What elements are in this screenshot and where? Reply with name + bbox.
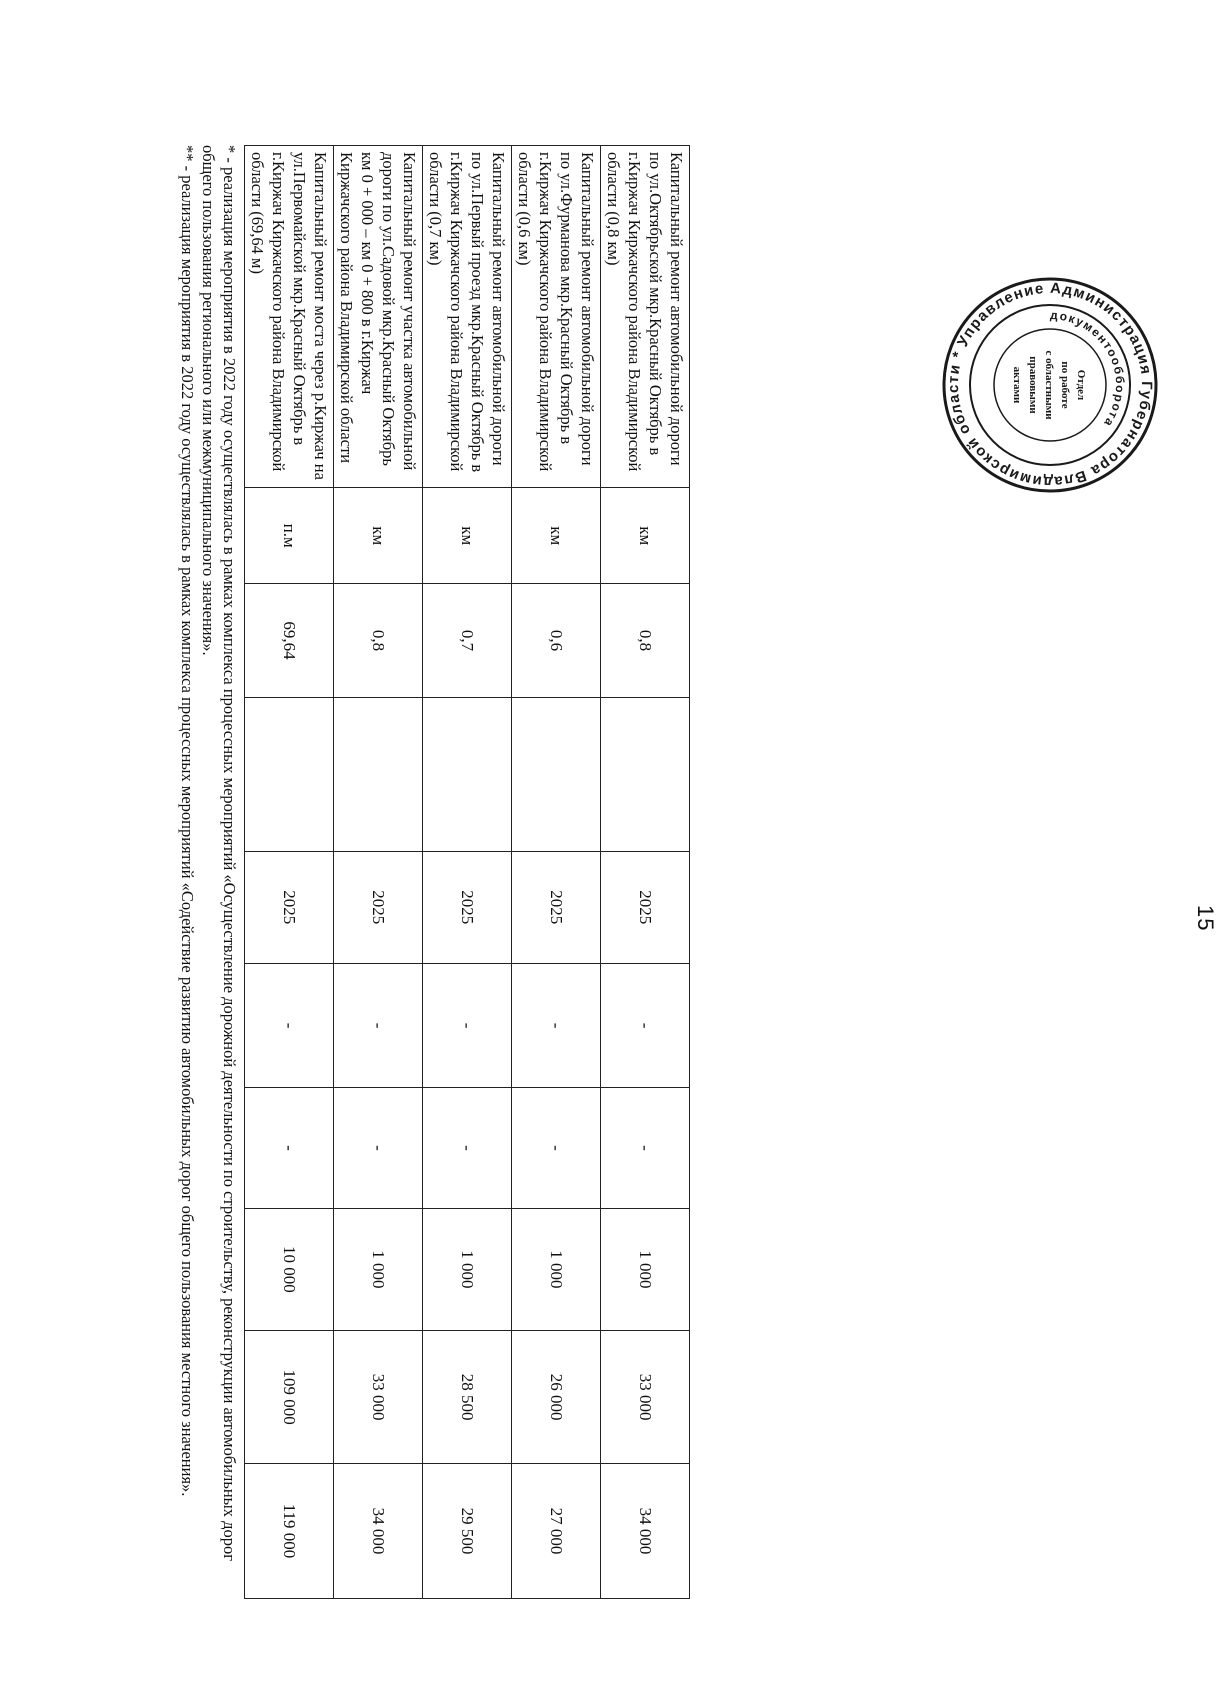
row-value-8: 10 000 (245, 1208, 334, 1330)
row-empty-cell (512, 698, 601, 852)
row-value-9: 33 000 (334, 1331, 423, 1464)
row-name: Капитальный ремонт участка автомобильной дороги по ул.Садовой мкр.Красный Октябрь км 0 + 000 – км 0 + 800 в г.Киржач Киржачского района Владимирской области (334, 146, 423, 488)
rotated-page (170, 65, 1230, 1645)
footnotes (177, 145, 240, 1605)
row-unit: км (601, 488, 690, 583)
row-value-6: - (423, 963, 512, 1088)
stamp-center-line-1: Отдел (1075, 369, 1087, 401)
row-value-10: 34 000 (601, 1464, 690, 1599)
stamp-center-line-4: правовыми (1027, 356, 1039, 414)
row-value-9: 33 000 (601, 1331, 690, 1464)
table-row (334, 146, 423, 1599)
row-name: Капитальный ремонт автомобильной дороги по ул.Первый проезд мкр.Красный Октябрь в г.Киржач Киржачского района Владимирской области (0,7 км) (423, 146, 512, 488)
row-value-6: - (601, 963, 690, 1088)
row-year: 2025 (334, 851, 423, 963)
row-unit: км (423, 488, 512, 583)
row-quantity: 69,64 (245, 583, 334, 697)
row-value-8: 1 000 (601, 1208, 690, 1330)
row-value-8: 1 000 (423, 1208, 512, 1330)
row-year: 2025 (512, 851, 601, 963)
table-row (245, 146, 334, 1599)
stamp-outer-text: Администрация Губернатора Владимирской области * Управление (944, 279, 1156, 491)
row-value-8: 1 000 (334, 1208, 423, 1330)
stamp-inner-text: документообборота (1049, 307, 1128, 431)
row-unit: км (334, 488, 423, 583)
row-year: 2025 (601, 851, 690, 963)
row-quantity: 0,7 (423, 583, 512, 697)
row-value-10: 29 500 (423, 1464, 512, 1599)
row-year: 2025 (423, 851, 512, 963)
stamp-center-line-5: актами (1011, 366, 1023, 404)
table-row (512, 146, 601, 1599)
row-empty-cell (245, 698, 334, 852)
row-unit: км (512, 488, 601, 583)
row-value-9: 28 500 (423, 1331, 512, 1464)
row-value-7: - (512, 1088, 601, 1208)
row-value-6: - (334, 963, 423, 1088)
row-quantity: 0,8 (601, 583, 690, 697)
official-stamp (940, 275, 1160, 495)
row-value-7: - (245, 1088, 334, 1208)
table-row (601, 146, 690, 1599)
row-value-7: - (601, 1088, 690, 1208)
row-year: 2025 (245, 851, 334, 963)
stamp-center-line-3: с областными (1043, 350, 1055, 420)
page-number: 15 (1193, 905, 1218, 932)
row-empty-cell (423, 698, 512, 852)
row-value-10: 27 000 (512, 1464, 601, 1599)
row-empty-cell (334, 698, 423, 852)
row-value-7: - (423, 1088, 512, 1208)
row-value-6: - (245, 963, 334, 1088)
row-name: Капитальный ремонт автомобильной дороги по ул.Фурманова мкр.Красный Октябрь в г.Киржач Киржачского района Владимирской области (0,6 км) (512, 146, 601, 488)
footnote-1: * - реализация мероприятия в 2022 году осуществлялась в рамках комплекса процессных мероприятий «Осуществление дорожной деятельности по строительству, реконструкции автомобильных дорог общего пользования регионального или межмуниципального значения». (199, 145, 239, 1562)
program-table (244, 145, 690, 1599)
row-value-10: 34 000 (334, 1464, 423, 1599)
row-name: Капитальный ремонт моста через р.Киржач на ул.Первомайской мкр.Красный Октябрь в г.Киржач Киржачского района Владимирской области (69,64 м) (245, 146, 334, 488)
row-value-8: 1 000 (512, 1208, 601, 1330)
row-value-9: 109 000 (245, 1331, 334, 1464)
row-value-10: 119 000 (245, 1464, 334, 1599)
stamp-center-line-2: по работе (1059, 361, 1071, 409)
row-value-7: - (334, 1088, 423, 1208)
row-value-9: 26 000 (512, 1331, 601, 1464)
table-row (423, 146, 512, 1599)
row-value-6: - (512, 963, 601, 1088)
row-empty-cell (601, 698, 690, 852)
row-name: Капитальный ремонт автомобильной дороги по ул.Октябрьской мкр.Красный Октябрь в г.Киржач Киржачского района Владимирской области (0,8 км) (601, 146, 690, 488)
row-quantity: 0,6 (512, 583, 601, 697)
footnote-2: ** - реализация мероприятия в 2022 году осуществлялась в рамках комплекса процессных мероприятий «Содействие развитию автомобильных дорог общего пользования местного значения». (178, 145, 197, 1497)
row-quantity: 0,8 (334, 583, 423, 697)
row-unit: п.м (245, 488, 334, 583)
